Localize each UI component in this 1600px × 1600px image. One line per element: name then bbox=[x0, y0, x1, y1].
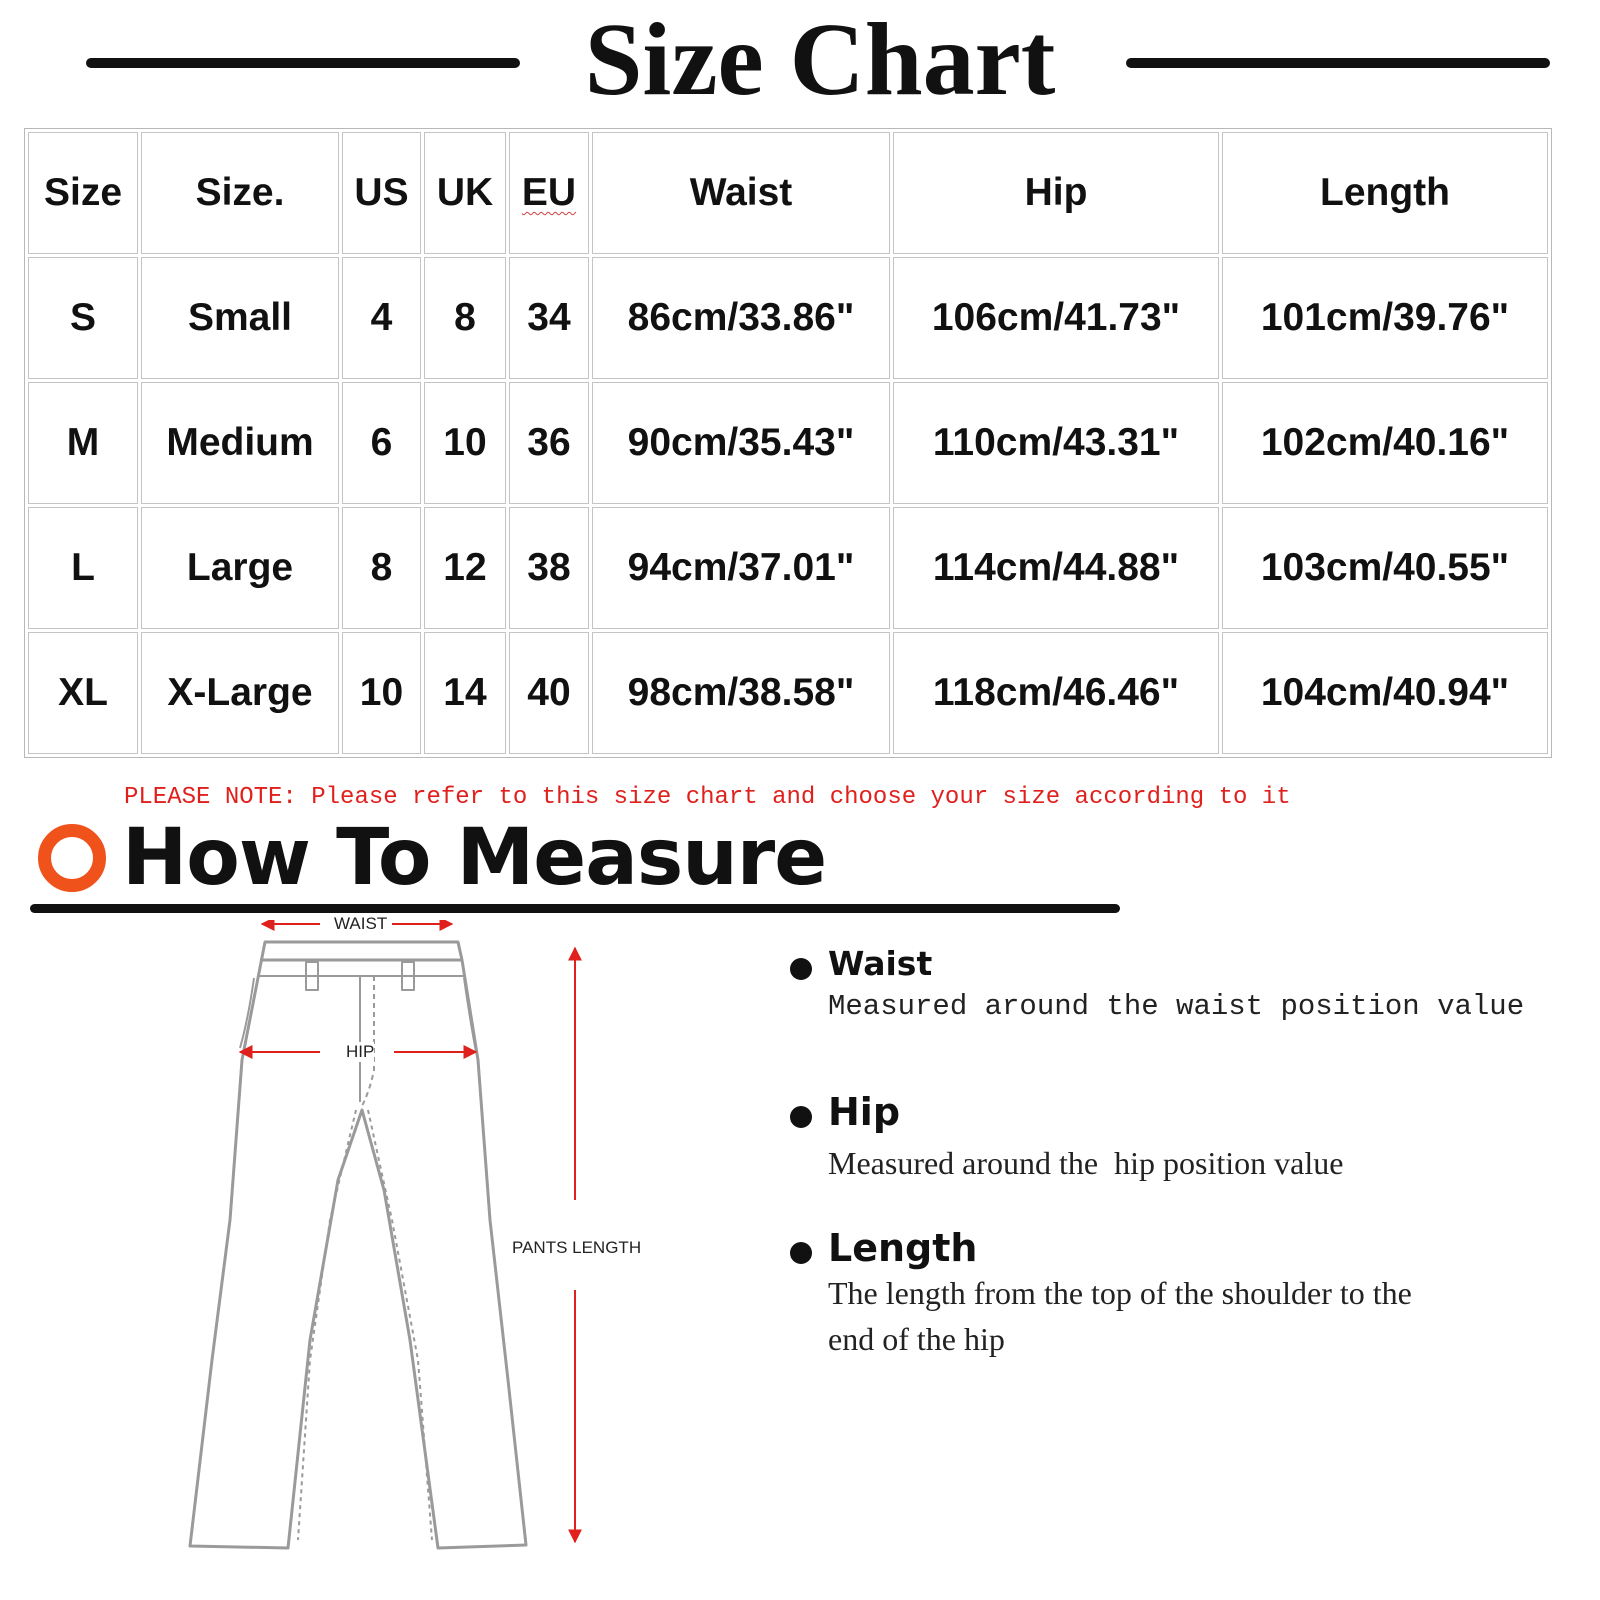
table-cell: 6 bbox=[342, 382, 421, 504]
size-table bbox=[24, 128, 1552, 758]
title-rule-left bbox=[86, 58, 520, 68]
table-cell: 8 bbox=[342, 507, 421, 629]
table-cell: 90cm/35.43" bbox=[592, 382, 890, 504]
column-header-hip: Hip bbox=[893, 132, 1219, 254]
table-cell: S bbox=[28, 257, 138, 379]
measure-item-title: Length bbox=[828, 1226, 978, 1270]
table-row bbox=[28, 632, 1548, 754]
table-cell: L bbox=[28, 507, 138, 629]
pants-length-diagram-label: PANTS LENGTH bbox=[512, 1238, 642, 1257]
table-cell: 94cm/37.01" bbox=[592, 507, 890, 629]
table-cell: 14 bbox=[424, 632, 506, 754]
title-row bbox=[0, 0, 1600, 120]
pants-diagram bbox=[170, 914, 670, 1590]
hip-diagram-label: HIP bbox=[346, 1042, 375, 1061]
column-header-uk: UK bbox=[424, 132, 506, 254]
table-cell: XL bbox=[28, 632, 138, 754]
table-cell: 36 bbox=[509, 382, 589, 504]
bullet-icon bbox=[790, 1242, 812, 1264]
waist-diagram-label: WAIST bbox=[334, 914, 388, 933]
measure-item-description: The length from the top of the shoulder to the end of the hip bbox=[828, 1275, 1412, 1357]
ring-icon bbox=[38, 824, 106, 892]
table-row bbox=[28, 507, 1548, 629]
table-row bbox=[28, 257, 1548, 379]
table-cell: 104cm/40.94" bbox=[1222, 632, 1548, 754]
how-to-measure-header bbox=[30, 813, 1120, 918]
column-header-length: Length bbox=[1222, 132, 1548, 254]
size-note: PLEASE NOTE: Please refer to this size chart and choose your size according to it bbox=[124, 784, 1291, 811]
bullet-icon bbox=[790, 1106, 812, 1128]
column-header-size-name: Size. bbox=[141, 132, 339, 254]
page-title: Size Chart bbox=[584, 2, 1056, 117]
table-cell: 34 bbox=[509, 257, 589, 379]
table-cell: 12 bbox=[424, 507, 506, 629]
column-header-eu-label: EU bbox=[521, 171, 577, 214]
how-to-measure-rule bbox=[30, 904, 1120, 913]
column-header-eu bbox=[509, 132, 589, 254]
title-rule-right bbox=[1126, 58, 1550, 68]
table-cell: 10 bbox=[342, 632, 421, 754]
table-cell: 40 bbox=[509, 632, 589, 754]
table-cell: 98cm/38.58" bbox=[592, 632, 890, 754]
column-header-waist: Waist bbox=[592, 132, 890, 254]
table-row bbox=[28, 382, 1548, 504]
table-cell: 103cm/40.55" bbox=[1222, 507, 1548, 629]
measure-item-title: Waist bbox=[828, 944, 933, 983]
table-cell: 8 bbox=[424, 257, 506, 379]
table-cell: M bbox=[28, 382, 138, 504]
table-cell: Small bbox=[141, 257, 339, 379]
measure-item-description: Measured around the waist position value bbox=[828, 990, 1525, 1023]
table-cell: 38 bbox=[509, 507, 589, 629]
table-cell: Large bbox=[141, 507, 339, 629]
table-cell: X-Large bbox=[141, 632, 339, 754]
table-cell: 110cm/43.31" bbox=[893, 382, 1219, 504]
table-header-row bbox=[28, 132, 1548, 254]
table-cell: 86cm/33.86" bbox=[592, 257, 890, 379]
bullet-icon bbox=[790, 958, 812, 980]
table-cell: 114cm/44.88" bbox=[893, 507, 1219, 629]
table-cell: 101cm/39.76" bbox=[1222, 257, 1548, 379]
column-header-size: Size bbox=[28, 132, 138, 254]
column-header-us: US bbox=[342, 132, 421, 254]
table-cell: 10 bbox=[424, 382, 506, 504]
measure-item-description: Measured around the hip position value bbox=[828, 1145, 1344, 1181]
table-cell: 118cm/46.46" bbox=[893, 632, 1219, 754]
table-cell: 4 bbox=[342, 257, 421, 379]
table-cell: 106cm/41.73" bbox=[893, 257, 1219, 379]
how-to-measure-title: How To Measure bbox=[122, 813, 827, 903]
table-cell: Medium bbox=[141, 382, 339, 504]
table-cell: 102cm/40.16" bbox=[1222, 382, 1548, 504]
measure-item-title: Hip bbox=[828, 1090, 901, 1134]
